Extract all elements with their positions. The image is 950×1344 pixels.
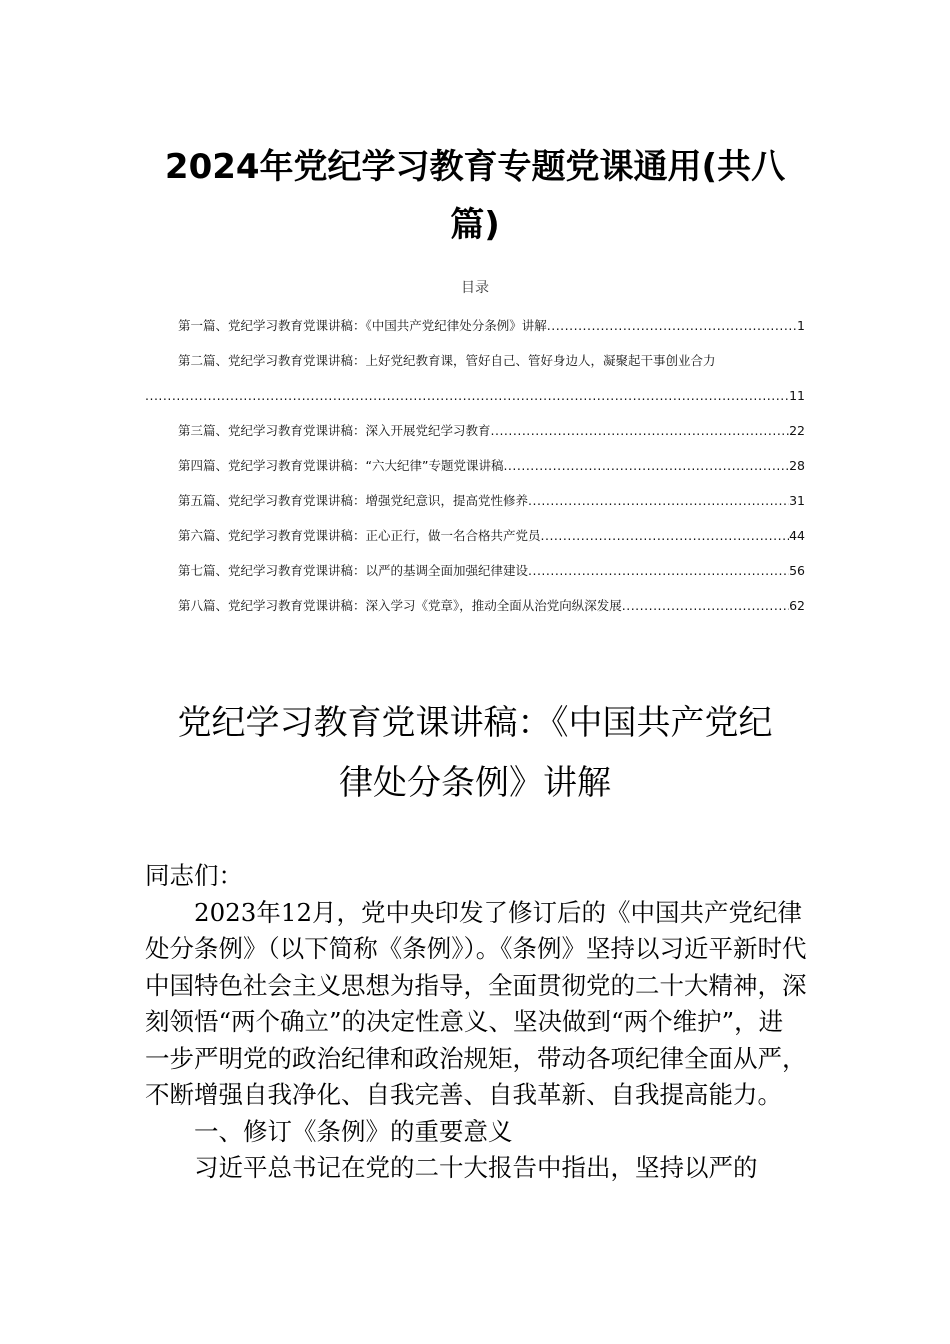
toc-item-page: 1 (797, 318, 805, 333)
toc-item-label: 第四篇、党纪学习教育党课讲稿：“六大纪律”专题党课讲稿 (178, 458, 504, 473)
toc-leader (528, 553, 789, 588)
toc-item-4[interactable] (145, 448, 805, 483)
table-of-contents (145, 308, 805, 623)
toc-leader (528, 483, 789, 518)
toc-item-page: 44 (789, 528, 805, 543)
toc-item-1[interactable] (145, 308, 805, 343)
toc-item-8[interactable] (145, 588, 805, 623)
toc-item-5[interactable] (145, 483, 805, 518)
paragraph: 习近平总书记在党的二十大报告中指出，坚持以严的 (194, 1153, 758, 1182)
toc-item-2[interactable] (145, 343, 805, 413)
toc-leader (503, 448, 789, 483)
document-title-line2: 篇) (450, 205, 500, 245)
section-title-line2: 律处分条例》讲解 (339, 763, 611, 803)
section-body (145, 858, 807, 1187)
section-title-line1: 党纪学习教育党课讲稿：《中国共产党纪 (177, 703, 773, 743)
section-title (145, 693, 805, 813)
toc-item-label: 第六篇、党纪学习教育党课讲稿：正心正行，做一名合格共产党员 (178, 528, 541, 543)
toc-item-page: 22 (789, 423, 805, 438)
toc-item-label: 第七篇、党纪学习教育党课讲稿：以严的基调全面加强纪律建设 (178, 563, 529, 578)
subheading: 一、修订《条例》的重要意义 (194, 1116, 513, 1146)
document-title (145, 138, 805, 254)
paragraph: 2023年12月，党中央印发了修订后的《中国共产党纪律处分条例》（以下简称《条例》）。《条例》坚持以习近平新时代中国特色社会主义思想为指导，全面贯彻党的二十大精神，深刻领悟“两个确立”的决定性意义、坚决做到“两个维护”，进一步严明党的政治纪律和政治规矩，带动各项纪律全面从严，不断增强自我净化、自我完善、自我革新、自我提高能力。 (145, 897, 807, 1109)
salutation: 同志们： (145, 861, 243, 890)
toc-item-6[interactable] (145, 518, 805, 553)
toc-item-label: 第一篇、党纪学习教育党课讲稿：《中国共产党纪律处分条例》讲解 (178, 318, 547, 333)
toc-item-continuation (145, 378, 805, 413)
toc-heading: 目录 (461, 280, 489, 296)
toc-leader (145, 378, 789, 413)
toc-item-page: 62 (789, 598, 805, 613)
toc-item-page: 31 (789, 493, 805, 508)
toc-leader (547, 308, 797, 343)
toc-item-label: 第五篇、党纪学习教育党课讲稿：增强党纪意识，提高党性修养 (178, 493, 529, 508)
toc-leader (622, 588, 789, 623)
toc-item-label: 第八篇、党纪学习教育党课讲稿：深入学习《党章》，推动全面从治党向纵深发展 (178, 598, 622, 613)
toc-item-page: 56 (789, 563, 805, 578)
document-title-line1: 2024年党纪学习教育专题党课通用(共八 (164, 147, 786, 187)
toc-leader (491, 413, 790, 448)
toc-item-7[interactable] (145, 553, 805, 588)
toc-item-page: 11 (789, 388, 805, 403)
toc-leader (541, 518, 790, 553)
toc-item-label: 第二篇、党纪学习教育党课讲稿：上好党纪教育课，管好自己、管好身边人，凝聚起干事创业合力 (178, 353, 716, 368)
toc-item-page: 28 (789, 458, 805, 473)
toc-item-3[interactable] (145, 413, 805, 448)
toc-item-label: 第三篇、党纪学习教育党课讲稿：深入开展党纪学习教育 (178, 423, 491, 438)
